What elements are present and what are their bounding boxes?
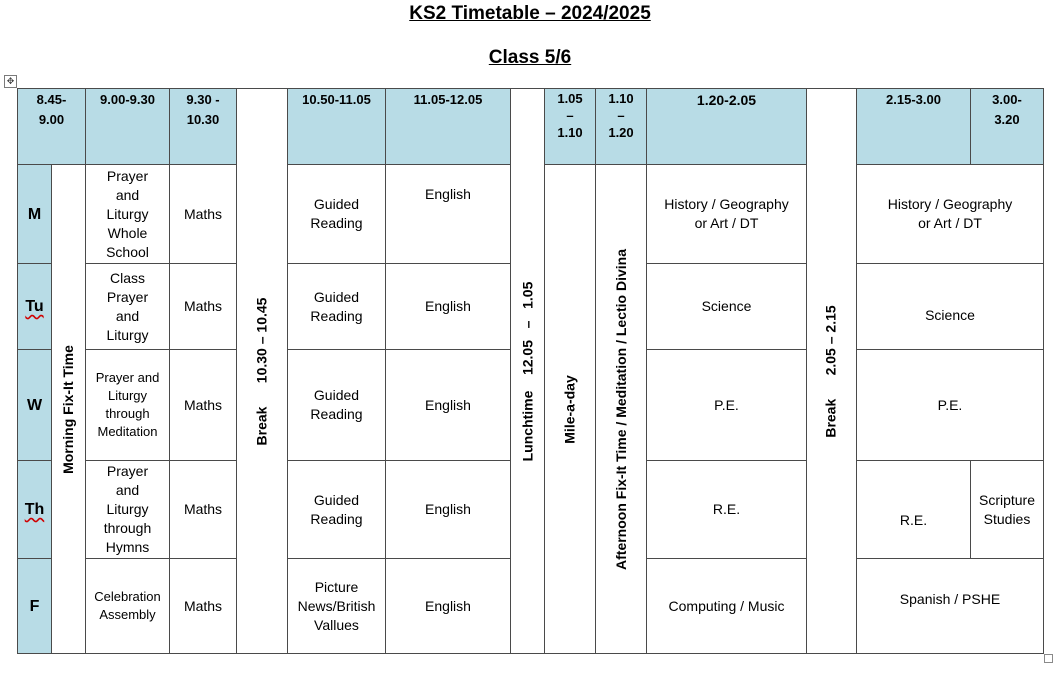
tuesday-prayer-cell: Class Prayer and Liturgy bbox=[85, 263, 170, 350]
thursday-maths-cell: Maths bbox=[169, 460, 237, 559]
tuesday-reading-cell: Guided Reading bbox=[287, 263, 386, 350]
header-time-900: 9.00-9.30 bbox=[85, 88, 170, 165]
wednesday-pm1-cell: P.E. bbox=[646, 349, 807, 461]
morning-fix-it-label bbox=[51, 164, 86, 654]
morning-fix-it-text: Morning Fix-It Time bbox=[60, 344, 77, 474]
lunchtime-text: Lunchtime 12.05 – 1.05 bbox=[519, 281, 535, 461]
header-time-930: 9.30 - 10.30 bbox=[169, 88, 237, 165]
header-time-110: 1.10 – 1.20 bbox=[595, 88, 647, 165]
wednesday-reading-cell: Guided Reading bbox=[287, 349, 386, 461]
thursday-prayer-cell: Prayer and Liturgy through Hymns bbox=[85, 460, 170, 559]
wednesday-pm2-cell: P.E. bbox=[856, 349, 1044, 461]
monday-pm1-cell: History / Geography or Art / DT bbox=[646, 164, 807, 264]
monday-maths-cell: Maths bbox=[169, 164, 237, 264]
wednesday-maths-cell: Maths bbox=[169, 349, 237, 461]
break-morning-text: Break 10.30 – 10.45 bbox=[253, 297, 270, 445]
move-handle-icon[interactable]: ✥ bbox=[4, 75, 17, 88]
tuesday-maths-cell: Maths bbox=[169, 263, 237, 350]
header-time-105: 1.05 – 1.10 bbox=[544, 88, 596, 165]
header-time-1050: 10.50-11.05 bbox=[287, 88, 386, 165]
header-time-1105: 11.05-12.05 bbox=[385, 88, 511, 165]
break-morning-label bbox=[236, 88, 288, 654]
header-time-845: 8.45- 9.00 bbox=[17, 88, 86, 165]
thursday-pm1-cell: R.E. bbox=[646, 460, 807, 559]
break-afternoon-label bbox=[806, 88, 857, 654]
day-label-monday: M bbox=[17, 164, 52, 264]
document-subtitle: Class 5/6 bbox=[488, 47, 572, 68]
monday-prayer-cell: Prayer and Liturgy Whole School bbox=[85, 164, 170, 264]
mile-a-day-label bbox=[544, 164, 596, 654]
day-label-text: Th bbox=[24, 501, 45, 518]
friday-maths-cell: Maths bbox=[169, 558, 237, 654]
resize-handle-icon[interactable] bbox=[1044, 654, 1053, 663]
tuesday-english-cell: English bbox=[385, 263, 511, 350]
afternoon-fix-it-label bbox=[595, 164, 647, 654]
tuesday-pm2-cell: Science bbox=[856, 263, 1044, 350]
thursday-reading-cell: Guided Reading bbox=[287, 460, 386, 559]
friday-pm1-cell: Computing / Music bbox=[646, 558, 807, 654]
mile-a-day-text: Mile-a-day bbox=[561, 374, 578, 444]
thursday-pm2a-cell: R.E. bbox=[856, 460, 971, 559]
friday-reading-cell: Picture News/British Vallues bbox=[287, 558, 386, 654]
day-label-friday: F bbox=[17, 558, 52, 654]
friday-english-cell: English bbox=[385, 558, 511, 654]
break-afternoon-text: Break 2.05 – 2.15 bbox=[823, 304, 840, 438]
day-label-tuesday bbox=[17, 263, 52, 350]
thursday-english-cell: English bbox=[385, 460, 511, 559]
day-label-thursday bbox=[17, 460, 52, 559]
header-time-300: 3.00- 3.20 bbox=[970, 88, 1044, 165]
lunchtime-label bbox=[510, 88, 545, 654]
friday-prayer-cell: Celebration Assembly bbox=[85, 558, 170, 654]
thursday-pm2b-cell: Scripture Studies bbox=[970, 460, 1044, 559]
wednesday-prayer-cell: Prayer and Liturgy through Meditation bbox=[85, 349, 170, 461]
friday-pm2-cell: Spanish / PSHE bbox=[856, 558, 1044, 654]
tuesday-pm1-cell: Science bbox=[646, 263, 807, 350]
monday-pm2-cell: History / Geography or Art / DT bbox=[856, 164, 1044, 264]
monday-reading-cell: Guided Reading bbox=[287, 164, 386, 264]
afternoon-fix-it-text: Afternoon Fix-It Time / Meditation / Lectio Divina bbox=[612, 248, 629, 570]
header-time-120: 1.20-2.05 bbox=[646, 88, 807, 165]
day-label-text: Tu bbox=[25, 298, 44, 315]
document-title: KS2 Timetable – 2024/2025 bbox=[409, 3, 651, 24]
header-time-215: 2.15-3.00 bbox=[856, 88, 971, 165]
monday-english-cell: English bbox=[385, 164, 511, 264]
day-label-wednesday: W bbox=[17, 349, 52, 461]
wednesday-english-cell: English bbox=[385, 349, 511, 461]
